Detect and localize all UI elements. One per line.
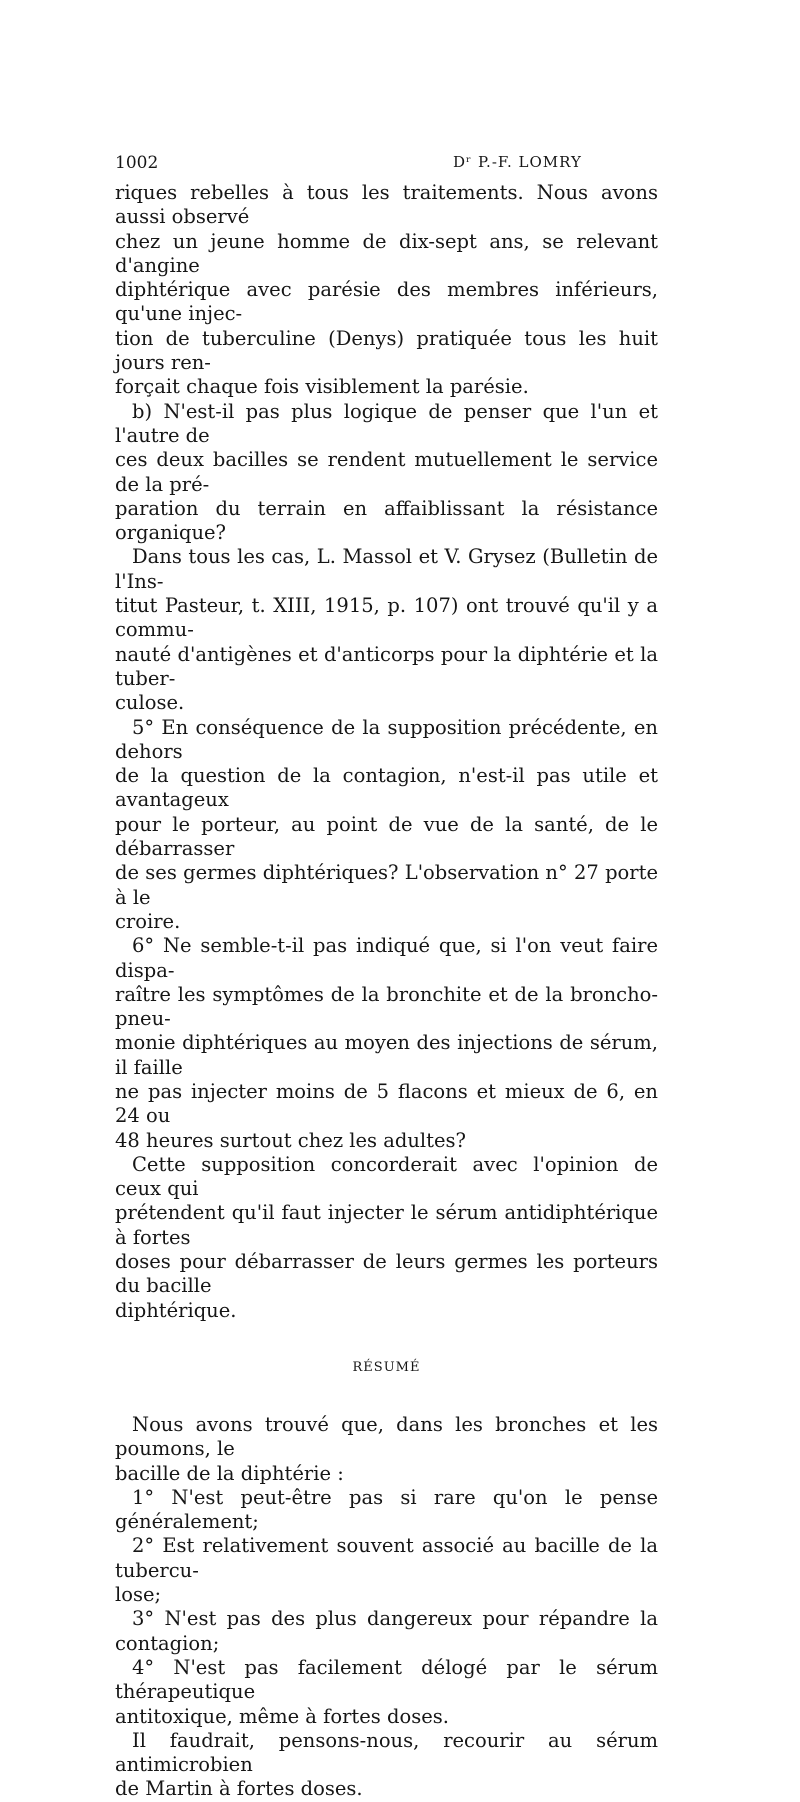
summary-item: 1° N'est peut-être pas si rare qu'on le pense généralement; bbox=[115, 1485, 658, 1534]
paragraph: b) N'est-il pas plus logique de penser que l'un et l'autre de ces deux bacilles se rendent mutuellement le service de la pré- paration du terrain en affaiblissant la résistance organique? bbox=[115, 399, 658, 545]
summary-item: 2° Est relativement souvent associé au bacille de la tubercu- lose; bbox=[115, 1534, 658, 1607]
page-body bbox=[115, 181, 658, 1802]
section-heading: RÉSUMÉ bbox=[352, 1359, 421, 1375]
summary-paragraph: Nous avons trouvé que, dans les bronches et les poumons, le bacille de la diphtérie : bbox=[115, 1412, 658, 1485]
summary-item: 3° N'est pas des plus dangereux pour répandre la contagion; bbox=[115, 1607, 658, 1655]
paragraph: 6° Ne semble-t-il pas indiqué que, si l'on veut faire dispa- raître les symptômes de la bronchite et de la broncho-pneu- monie diphtériques au moyen des injections de sérum, il faille ne pas injecter moins de 5 flacons et mieux de 6, en 24 ou 48 heures surtout chez les adultes? bbox=[115, 934, 658, 1152]
page-number: 1002 bbox=[115, 153, 159, 173]
summary-section bbox=[115, 1413, 658, 1802]
running-head: Dʳ P.-F. LOMRY bbox=[453, 153, 582, 171]
paragraph: Cette supposition concorderait avec l'opinion de ceux qui prétendent qu'il faut injecter le sérum antidiphtérique à fortes doses pour débarrasser de leurs germes les porteurs du bacille diphtérique. bbox=[115, 1152, 658, 1322]
summary-paragraph: Il faudrait, pensons-nous, recourir au sérum antimicrobien de Martin à fortes doses. bbox=[115, 1728, 658, 1801]
paragraph: 5° En conséquence de la supposition précédente, en dehors de la question de la contagion, n'est-il pas utile et avantageux pour le porteur, au point de vue de la santé, de le débarrasser de ses germes diphtériques? L'observation n° 27 porte à le croire. bbox=[115, 715, 658, 933]
summary-item: 4° N'est pas facilement délogé par le sérum thérapeutique antitoxique, même à fortes doses. bbox=[115, 1655, 658, 1728]
paragraph: Dans tous les cas, L. Massol et V. Grysez (Bulletin de l'Ins- titut Pasteur, t. XIII, 1915, p. 107) ont trouvé qu'il y a commu- nauté d'antigènes et d'anticorps pour la diphtérie et la tuber- culose. bbox=[115, 545, 658, 715]
paragraph: riques rebelles à tous les traitements. Nous avons aussi observé chez un jeune homme de dix-sept ans, se relevant d'angine diphtérique avec parésie des membres inférieurs, qu'une injec- tion de tuberculine (Denys) pratiquée tous les huit jours ren- forçait chaque fois visiblement la parésie. bbox=[115, 181, 658, 399]
page-header bbox=[115, 153, 675, 177]
